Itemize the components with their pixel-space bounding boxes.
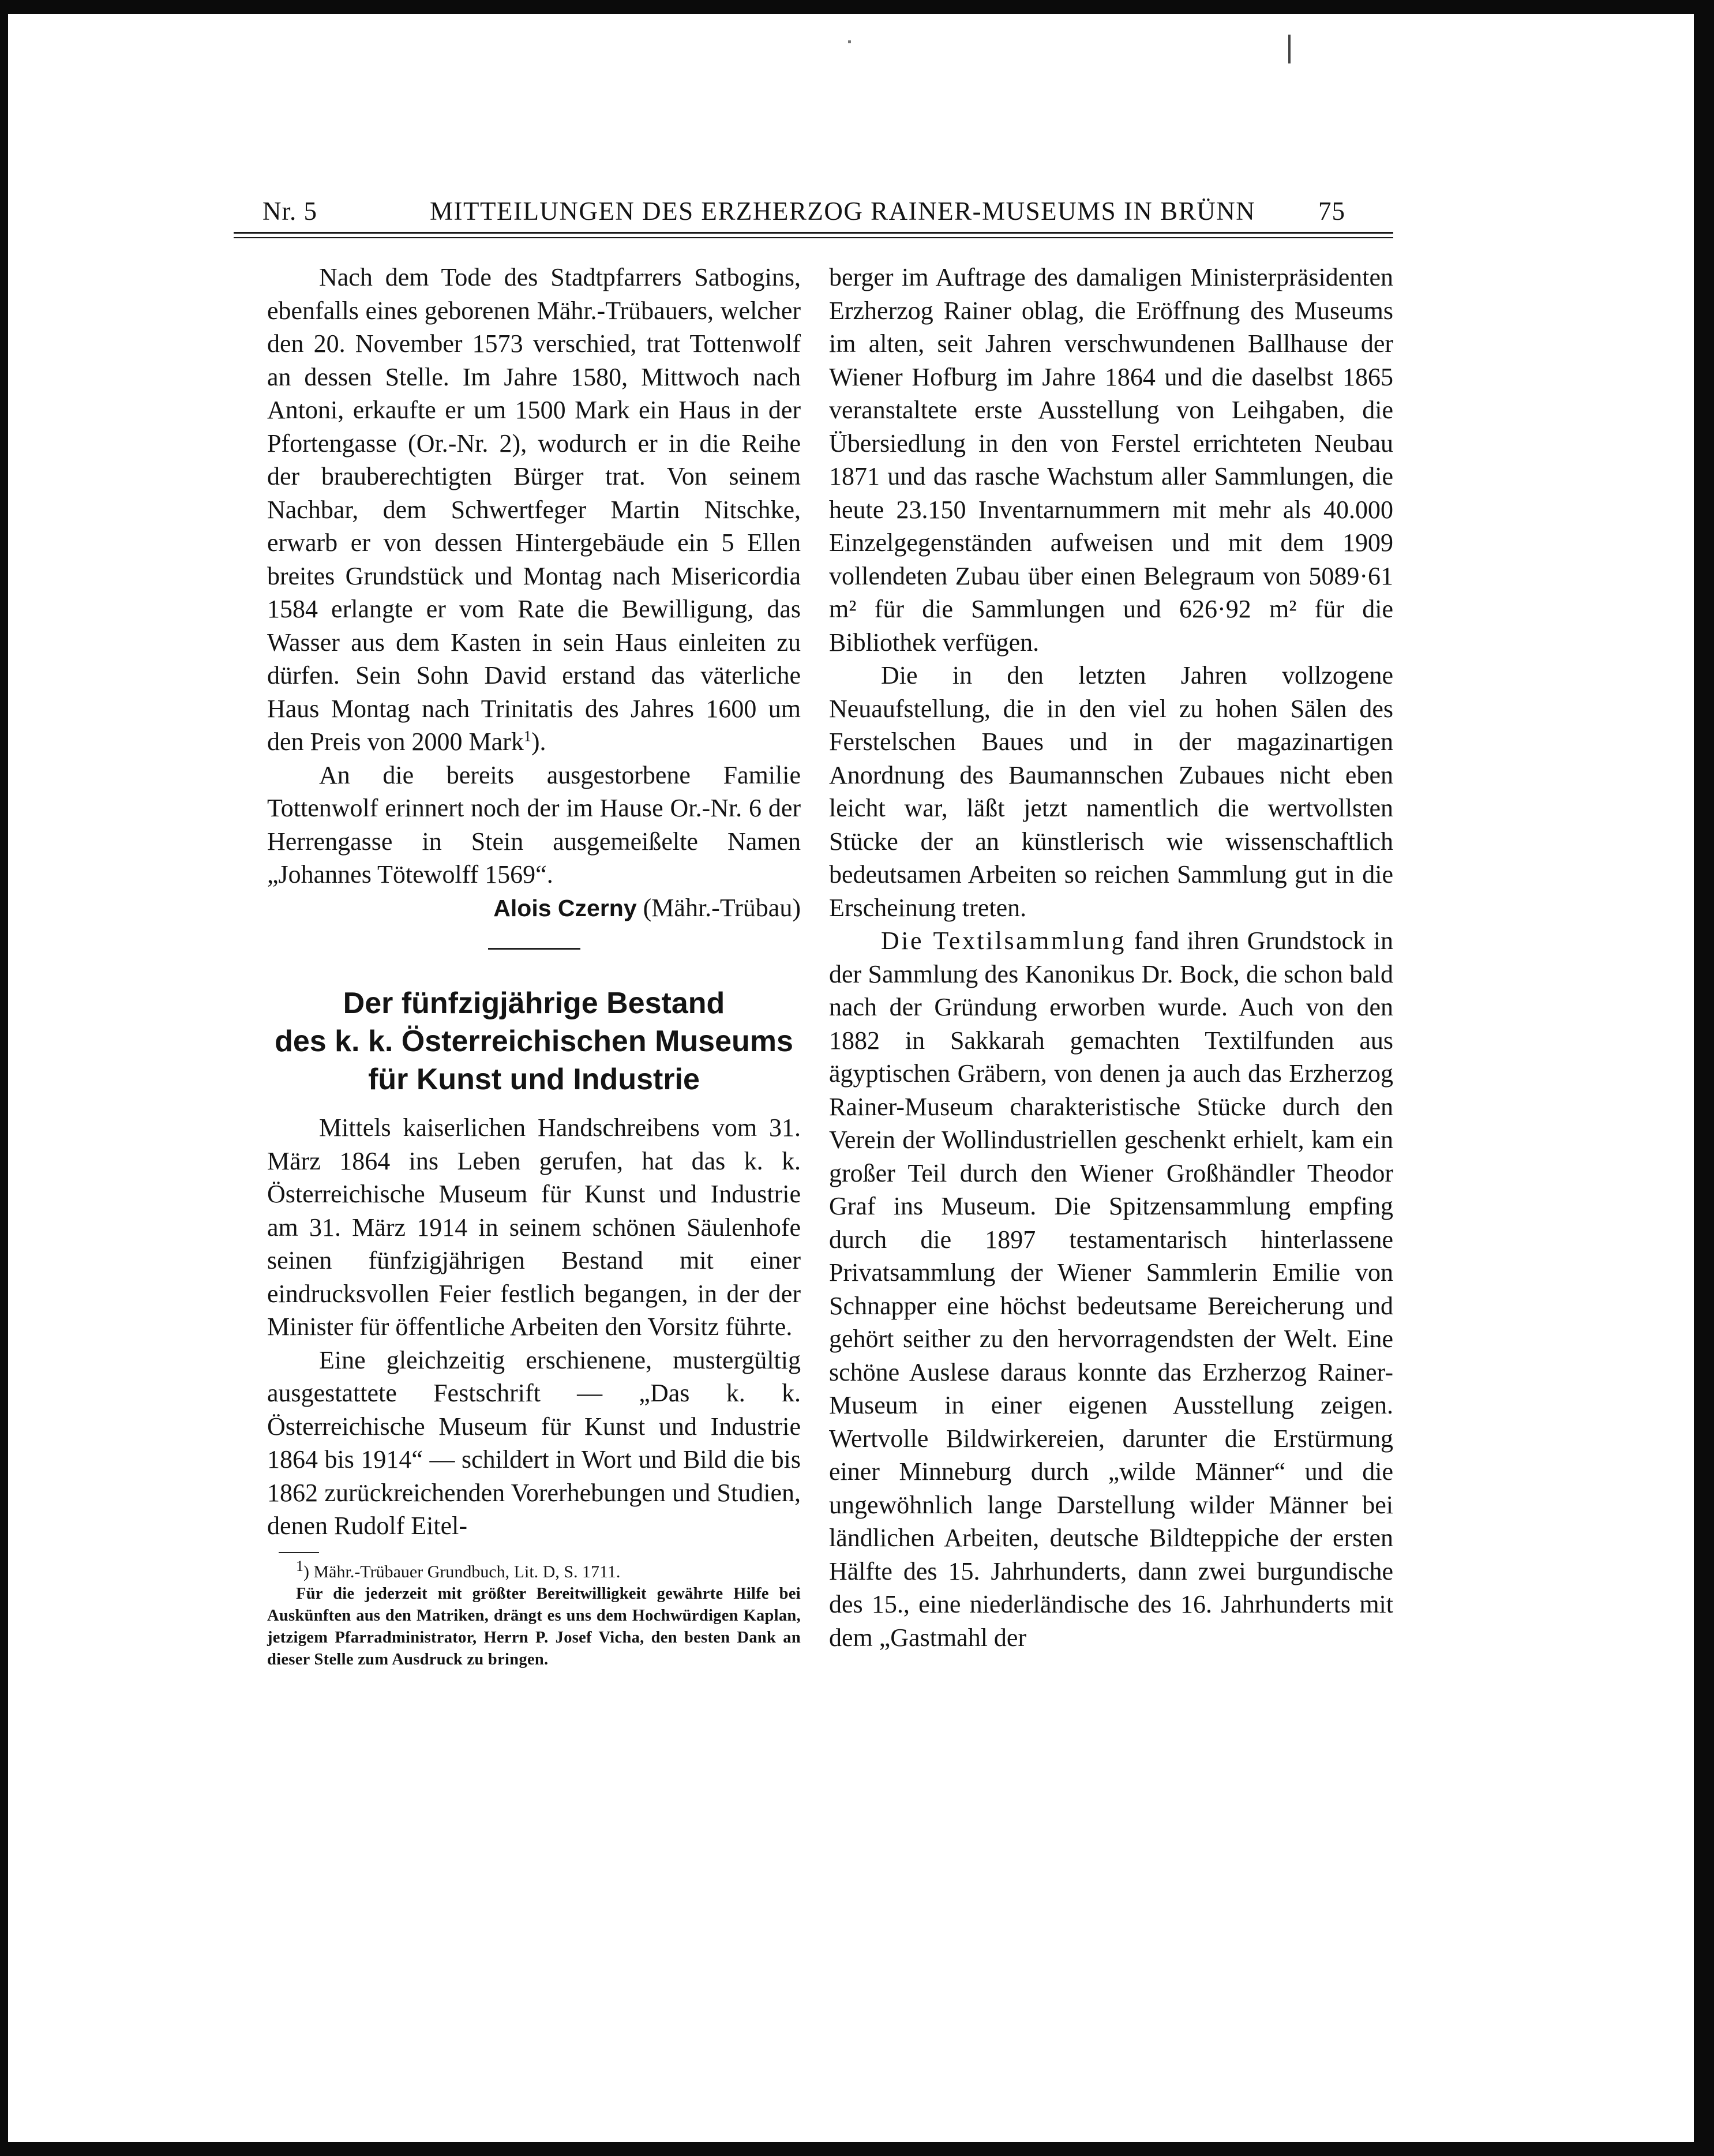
paragraph-text: fand ihren Grundstock in der Sammlung des Kanonikus Dr. Bock, die schon bald nach der Gründung erworben wurde. Auch von den 1882 in Sakkarah gemachten Textilfunden aus ägyptischen Gräbern, von denen ja auch das Erzherzog Rainer-Museum charakteristische Stücke durch den Verein der Wollindustriellen geschenkt erhielt, kam ein großer Teil durch den Wiener Großhändler Theodor Graf ins Museum. Die Spitzensammlung empfing durch die 1897 testamentarisch hinterlassene Privatsammlung der Wiener Sammlerin Emilie von Schnapper eine höchst bedeutsame Bereicherung und gehört seither zu den hervorragendsten der Welt. Eine schöne Auslese daraus konnte das Erzherzog Rainer-Museum in einer eigenen Ausstellung zeigen. Wertvolle Bildwirkereien, darunter die Erstürmung einer Minneburg durch „wilde Männer“ und die ungewöhnlich lange Darstellung wilder Männer bei ländlichen Arbeiten, deutsche Bildteppiche der ersten Hälfte des 15. Jahrhunderts, dann zwei burgundische des 15., eine niederländische des 16. Jahrhunderts mit dem „Gastmahl der bbox=[829, 927, 1393, 1652]
section-separator bbox=[488, 948, 580, 950]
emphasized-term: Die Textilsammlung bbox=[881, 927, 1126, 955]
running-header bbox=[262, 196, 1393, 231]
paragraph: Mittels kaiserlichen Handschreibens vom 31. März 1864 ins Leben gerufen, hat das k. k. Österreichische Museum für Kunst und Industrie am 31. März 1914 in seinem schönen Säulenhofe seinen fünfzigjährigen Bestand mit einer eindrucksvollen Feier festlich begangen, in der der Minister für öffentliche Arbeiten den Vorsitz führte. bbox=[267, 1113, 801, 1341]
paragraph bbox=[829, 924, 1393, 1654]
paragraph: Eine gleichzeitig erschienene, mustergültig ausgestattete Festschrift — „Das k. k. Österreichische Museum für Kunst und Industrie 1864 bis 1914“ — schildert in Wort und Bild die bis 1862 zurückreichenden Vorerhebungen und Studien, denen Rudolf Eitel- bbox=[267, 1345, 801, 1540]
paragraph-text: Nach dem Tode des Stadtpfarrers Satbogins, ebenfalls eines geborenen Mähr.-Trübauers, welcher den 20. November 1573 verschied, trat Tottenwolf an dessen Stelle. Im Jahre 1580, Mittwoch nach Antoni, erkaufte er um 1500 Mark ein Haus in der Pfortengasse (Or.-Nr. 2), wodurch er in die Reihe der brauberechtigten Bürger trat. Von seinem Nachbar, dem Schwertfeger Martin Nitschke, erwarb er von dessen Hintergebäude ein 5 Ellen breites Grundstück und Montag nach Misericordia 1584 erlangte er vom Rate die Bewilligung, das Wasser aus dem Kasten in sein Haus einleiten zu dürfen. Sein Sohn David erstand das väterliche Haus Montag nach Trinitatis des Jahres 1600 um den Preis von 2000 Mark bbox=[267, 263, 801, 756]
issue-number: Nr. 5 bbox=[262, 197, 317, 226]
paragraph: Die in den letzten Jahren vollzogene Neuaufstellung, die in den viel zu hohen Sälen des Ferstelschen Baues und in der magazinartigen Anordnung des Baumannschen Zubaues nicht eben leicht war, läßt jetzt namentlich die wertvollsten Stücke der an künstlerisch wie wissenschaftlich bedeutsamen Arbeiten so reichen Sammlung gut in die Erscheinung treten. bbox=[829, 661, 1393, 922]
author-name: Alois Czerny bbox=[493, 894, 637, 921]
author-place: (Mähr.-Trübau) bbox=[643, 893, 801, 922]
paragraph: berger im Auftrage des damaligen Ministerpräsidenten Erzherzog Rainer oblag, die Eröffnung des Museums im alten, seit Jahren verschwundenen Ballhause der Wiener Hofburg im Jahre 1864 und die daselbst 1865 veranstaltete erste Ausstellung von Leihgaben, die Übersiedlung in den von Ferstel errichteten Neubau 1871 und das rasche Wachstum aller Sammlungen, die heute 23.150 Inventarnummern mit mehr als 40.000 Einzelgegenständen aufweisen und mit dem 1909 vollendeten Zubau über einen Belegraum von 5089·61 m² für die Sammlungen und 626·92 m² für die Bibliothek verfügen. bbox=[829, 263, 1393, 657]
footnote-marker: 1 bbox=[523, 728, 531, 745]
footnote-number: 1 bbox=[296, 1557, 303, 1574]
header-rule-top bbox=[234, 232, 1393, 234]
article-title bbox=[267, 984, 801, 1098]
footnotes bbox=[267, 1557, 801, 1671]
footnote-note: Für die jederzeit mit größter Bereitwilligkeit gewährte Hilfe bei Auskünften aus den Matriken, drängt es uns dem Hochwürdigen Kaplan, jetzigem Pfarradministrator, Herrn P. Josef Vicha, den besten Dank an dieser Stelle zum Ausdruck zu bringen. bbox=[267, 1584, 801, 1668]
author-signature bbox=[267, 891, 801, 925]
header-rule-bottom bbox=[234, 237, 1393, 238]
page-number: 75 bbox=[1318, 197, 1345, 226]
footnote-text: ) Mähr.-Trübauer Grundbuch, Lit. D, S. 1711. bbox=[303, 1562, 621, 1581]
article-title-line: Der fünfzigjährige Bestand bbox=[343, 987, 725, 1020]
paragraph: An die bereits ausgestorbene Familie Tottenwolf erinnert noch der im Hause Or.-Nr. 6 der Herrengasse in Stein ausgemeißelte Namen „Johannes Tötewolff 1569“. bbox=[267, 760, 801, 888]
paragraph-end: ). bbox=[531, 728, 546, 756]
paragraph bbox=[267, 261, 801, 759]
footnote bbox=[267, 1557, 801, 1583]
left-column bbox=[267, 261, 801, 1671]
footnote-rule bbox=[279, 1552, 319, 1553]
journal-title: MITTEILUNGEN DES ERZHERZOG RAINER-MUSEUMS IN BRÜNN bbox=[430, 197, 1256, 226]
article-title-line: für Kunst und Industrie bbox=[368, 1063, 700, 1096]
right-column bbox=[829, 261, 1393, 1654]
article-title-line: des k. k. Österreichischen Museums bbox=[275, 1025, 793, 1058]
